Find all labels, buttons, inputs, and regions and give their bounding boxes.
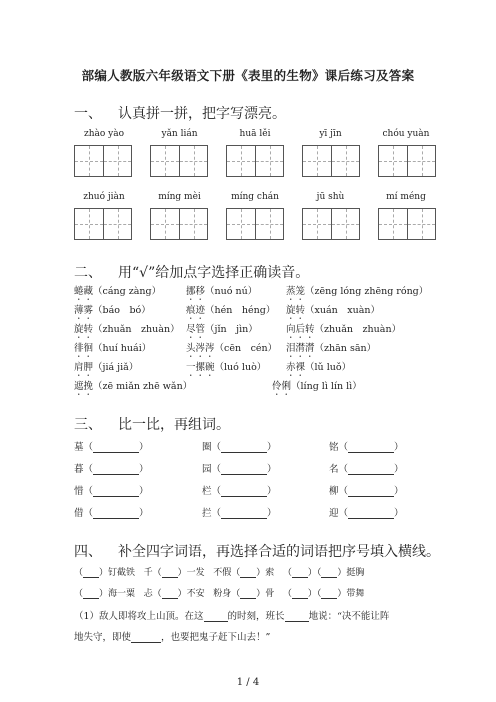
pinyin: yī jīn bbox=[319, 129, 342, 139]
compare-item: 名（ ） bbox=[329, 464, 404, 475]
idiom-blank[interactable] bbox=[240, 598, 256, 599]
fill-blank[interactable] bbox=[131, 642, 161, 643]
reading-item: 旋转（xuán xuàn） bbox=[286, 305, 381, 316]
question-line-2: 地失守，即使 ，也要把鬼子赶下山去！” bbox=[74, 632, 271, 643]
answer-blank[interactable] bbox=[221, 474, 267, 475]
answer-blank[interactable] bbox=[348, 518, 394, 519]
pinyin: zhào yào bbox=[83, 129, 125, 139]
page-number: 1 / 4 bbox=[236, 677, 260, 688]
idiom-blank[interactable] bbox=[321, 577, 337, 578]
pinyin: huā lěi bbox=[239, 129, 271, 139]
reading-row-3: 旋转（zhuǎn zhuàn） bbox=[74, 324, 180, 335]
compare-row-4: 借（ ） bbox=[74, 508, 149, 519]
section-2-heading: 二、 用“√”给加点字选择正确读音。 bbox=[74, 265, 310, 281]
question-line-1: （1）敌人即将攻上山顶。在这 的时刻，班长 地说：“决不能让阵 bbox=[74, 611, 390, 622]
reading-row-2: 薄雾（báo bó） bbox=[74, 305, 151, 316]
reading-item: 挪移（nuó nú） bbox=[186, 286, 258, 297]
section-3-heading: 三、 比一比，再组词。 bbox=[74, 417, 230, 433]
reading-item: 向后转（zhuǎn zhuàn） bbox=[286, 324, 402, 335]
idiom-row-2: （ ）海一粟 忐（ ）不安 粉身（ ）骨 （ ）（ ）带舞 bbox=[74, 589, 365, 599]
idiom-blank[interactable] bbox=[321, 598, 337, 599]
writing-box[interactable] bbox=[74, 208, 132, 240]
compare-item: 铭（ ） bbox=[329, 442, 404, 453]
pinyin: jū shù bbox=[316, 192, 345, 202]
pinyin: yǎn lián bbox=[161, 129, 198, 139]
pinyin-row-2 bbox=[74, 192, 436, 202]
compare-item: 圈（ ） bbox=[202, 442, 277, 453]
page-title: 部编人教版六年级语文下册《表里的生物》课后练习及答案 bbox=[81, 68, 415, 83]
fill-blank[interactable] bbox=[204, 621, 228, 622]
pinyin-row-1 bbox=[74, 129, 436, 139]
compare-item: 柳（ ） bbox=[329, 486, 404, 497]
answer-blank[interactable] bbox=[348, 474, 394, 475]
idiom-row-1: （ ）钉截铁 千（ ）一发 不假（ ）索 （ ）（ ）挺胸 bbox=[74, 568, 365, 578]
answer-blank[interactable] bbox=[93, 518, 139, 519]
answer-blank[interactable] bbox=[93, 496, 139, 497]
answer-blank[interactable] bbox=[221, 496, 267, 497]
answer-blank[interactable] bbox=[348, 496, 394, 497]
writing-box[interactable] bbox=[378, 208, 436, 240]
section-1-heading: 一、 认真拼一拼，把字写漂亮。 bbox=[74, 106, 286, 122]
reading-item: 头涔涔（cēn cén） bbox=[186, 343, 278, 354]
idiom-blank[interactable] bbox=[292, 577, 308, 578]
pinyin: zhuó jiàn bbox=[83, 192, 125, 202]
writing-box[interactable] bbox=[226, 145, 284, 177]
writing-box[interactable] bbox=[302, 145, 360, 177]
writing-box[interactable] bbox=[150, 145, 208, 177]
answer-blank[interactable] bbox=[221, 452, 267, 453]
idiom-blank[interactable] bbox=[292, 598, 308, 599]
answer-blank[interactable] bbox=[348, 452, 394, 453]
writing-boxes-row-2 bbox=[74, 208, 436, 238]
reading-item: 泪潸潸（zhān sān） bbox=[286, 343, 377, 354]
writing-box[interactable] bbox=[74, 145, 132, 177]
pinyin: míng mèi bbox=[158, 192, 201, 202]
answer-blank[interactable] bbox=[93, 474, 139, 475]
compare-item: 迎（ ） bbox=[329, 508, 404, 519]
compare-item: 拦（ ） bbox=[202, 508, 277, 519]
compare-item: 园（ ） bbox=[202, 464, 277, 475]
writing-box[interactable] bbox=[378, 145, 436, 177]
reading-item: 赤裸（lǔ luǒ） bbox=[286, 362, 352, 373]
idiom-blank[interactable] bbox=[83, 577, 99, 578]
writing-box[interactable] bbox=[150, 208, 208, 240]
answer-blank[interactable] bbox=[93, 452, 139, 453]
compare-row-2: 暮（ ） bbox=[74, 464, 149, 475]
compare-row-1: 墓（ ） bbox=[74, 442, 149, 453]
reading-item: 伶俐（líng lì lín lì） bbox=[272, 381, 362, 392]
reading-row-4: 徘徊（huí huái） bbox=[74, 343, 152, 354]
compare-row-3: 惜（ ） bbox=[74, 486, 149, 497]
idiom-blank[interactable] bbox=[162, 577, 178, 578]
pinyin: míng chán bbox=[231, 192, 279, 202]
reading-item: 尽管（jǐn jìn） bbox=[186, 324, 258, 335]
writing-box[interactable] bbox=[302, 208, 360, 240]
reading-item: 一摞碗（luó luò） bbox=[186, 362, 267, 373]
idiom-blank[interactable] bbox=[162, 598, 178, 599]
reading-row-5: 肩胛（jiá jiǎ） bbox=[74, 362, 139, 373]
pinyin: mí méng bbox=[386, 192, 426, 202]
fill-blank[interactable] bbox=[285, 621, 309, 622]
idiom-blank[interactable] bbox=[240, 577, 256, 578]
idiom-blank[interactable] bbox=[83, 598, 99, 599]
compare-item: 栏（ ） bbox=[202, 486, 277, 497]
reading-item: 蒸笼（zēng lóng zhēng róng） bbox=[286, 286, 429, 297]
section-4-heading: 四、 补全四字词语，再选择合适的词语把序号填入横线。 bbox=[74, 544, 440, 560]
reading-row-6: 遮挽（zē miǎn zhē wǎn） bbox=[74, 381, 193, 392]
reading-item: 痕迹（hén héng） bbox=[186, 305, 276, 316]
reading-row-1: 蜷藏（cáng zàng） bbox=[74, 286, 162, 297]
writing-boxes-row-1 bbox=[74, 145, 436, 175]
writing-box[interactable] bbox=[226, 208, 284, 240]
answer-blank[interactable] bbox=[221, 518, 267, 519]
pinyin: chóu yuàn bbox=[382, 129, 430, 139]
